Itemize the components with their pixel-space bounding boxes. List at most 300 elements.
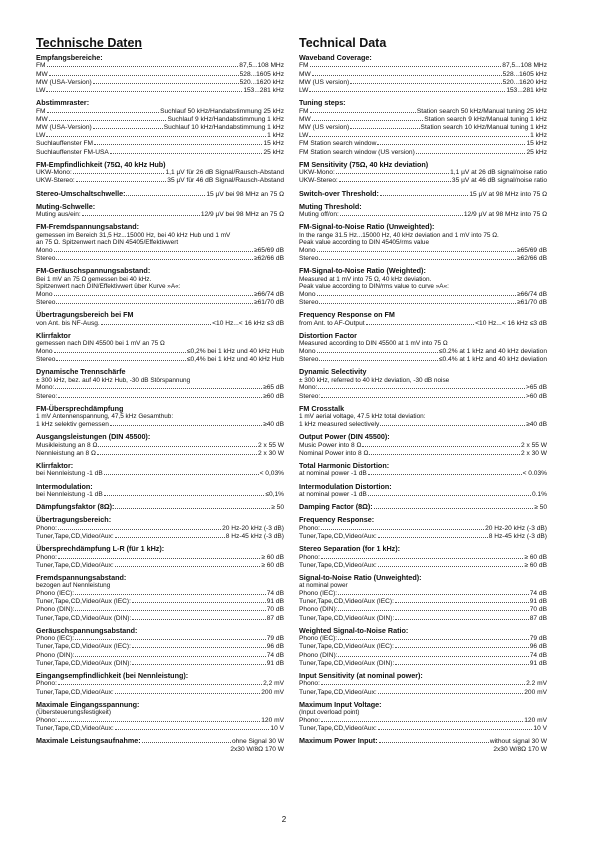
spec-row [36, 442, 284, 450]
spec-row [299, 149, 547, 157]
spec-value: ≤0,2% bei 1 kHz und 40 kHz Hub [186, 348, 284, 356]
spec-value: <10 Hz...< 16 kHz ≤3 dB [212, 319, 284, 327]
spec-section [36, 311, 284, 328]
spec-label: Dämpfungsfaktor (8Ω): [36, 502, 115, 512]
dot-leader [321, 529, 484, 530]
spec-label: Phono (DIN): [299, 651, 338, 659]
section-title: Klirrfaktor: [36, 460, 74, 470]
dot-leader [47, 66, 239, 67]
spec-label: Phono (IEC): [36, 589, 75, 597]
spec-label: FM [299, 62, 309, 70]
spec-row [299, 470, 547, 478]
dot-leader [395, 647, 529, 648]
dot-leader [340, 215, 463, 216]
spec-value: Station search 50 kHz/Manual tuning 25 kHz [416, 107, 547, 115]
section-note: an 75 Ω. Spitzenwert nach DIN 45405/Effektivwert [36, 239, 179, 247]
section-title: Übersprechdämpfung L-R (für 1 kHz): [36, 544, 165, 554]
section-title: Abstimmraster: [36, 98, 90, 108]
dot-leader [56, 360, 185, 361]
spec-value: 79 dB [266, 635, 284, 643]
spec-label: Mono: [36, 384, 55, 392]
spec-label: Tuner,Tape,CD,Video/Aux: [299, 561, 377, 569]
dot-leader [378, 693, 524, 694]
dot-leader [49, 75, 239, 76]
spec-label: Stereo: [299, 392, 321, 400]
dot-leader [317, 352, 438, 353]
spec-column-german [36, 36, 284, 755]
spec-section [299, 433, 547, 458]
spec-value: 153...281 kHz [506, 87, 547, 95]
spec-row [36, 177, 284, 185]
spec-value: 91 dB [529, 659, 547, 667]
section-title: Input Sensitivity (at nominal power): [299, 670, 423, 680]
dot-leader [132, 664, 265, 665]
spec-label: Phono: [299, 716, 320, 724]
spec-value: < 0.03% [522, 470, 547, 478]
spec-row [36, 140, 284, 148]
dot-leader [395, 664, 528, 665]
spec-label: MW (USA-Version) [36, 124, 92, 132]
section-title: FM-Übersprechdämpfung [36, 403, 124, 413]
spec-label: Tuner,Tape,CD,Video/Aux (IEC): [299, 643, 394, 651]
spec-label: Tuner,Tape,CD,Video/Aux: [36, 561, 114, 569]
spec-label: MW [299, 115, 311, 123]
spec-value: 120 mV [261, 716, 284, 724]
section-title: Maximum Input Voltage: [299, 699, 382, 709]
spec-row [299, 615, 547, 623]
spec-label: Tuner,Tape,CD,Video/Aux: [299, 725, 377, 732]
spec-value: 70 dB [266, 606, 284, 614]
spec-row [36, 421, 284, 429]
spec-label: Phono: [36, 716, 57, 724]
spec-value: 91 dB [529, 598, 547, 606]
spec-row [299, 491, 547, 499]
dot-leader [395, 602, 529, 603]
spec-section [36, 516, 284, 541]
spec-row [36, 606, 284, 614]
spec-row [299, 291, 547, 299]
spec-section [36, 161, 284, 186]
dot-leader [379, 742, 489, 743]
spec-column-english [299, 36, 547, 755]
spec-section [299, 627, 547, 668]
spec-value: 0.1% [531, 490, 547, 498]
section-title: FM-Fremdspannungsabstand: [36, 222, 140, 232]
dot-leader [395, 619, 528, 620]
spec-value: Station search 10 kHz/Manual tuning 1 kHz [420, 124, 547, 132]
spec-row [299, 554, 547, 562]
spec-row [299, 717, 547, 725]
spec-row [299, 190, 547, 199]
spec-row [299, 348, 547, 356]
spec-label: Nominal Power into 8 Ω [299, 449, 369, 457]
spec-row [36, 79, 284, 87]
spec-value: ohne Signal 30 W [231, 738, 284, 746]
spec-label: Mono [36, 247, 53, 255]
section-title: Intermodulation: [36, 481, 93, 491]
spec-section [36, 737, 284, 754]
spec-label: Switch-over Threshold: [299, 188, 379, 198]
spec-section [36, 483, 284, 500]
spec-value: 2.2 mV [526, 680, 547, 688]
spec-value: 2 x 30 W [257, 449, 284, 457]
spec-value: 25 kHz [526, 148, 547, 156]
spec-label: Musikleistung an 8 Ω [36, 441, 98, 449]
spec-row [36, 247, 284, 255]
spec-label: Music Power into 8 Ω [299, 441, 362, 449]
spec-section [36, 223, 284, 263]
section-title: Eingangsempfindlichkeit (bei Nennleistung): [36, 670, 189, 680]
spec-label: MW (US version) [299, 78, 350, 86]
spec-value: Suchlauf 9 kHz/Handabstimmung 1 kHz [167, 115, 284, 123]
section-note: Measured according to DIN 45500 at 1 mV into 75 Ω [299, 340, 448, 348]
spec-value: >60 dB [525, 392, 547, 400]
spec-value: ≤0,1% [265, 490, 284, 498]
spec-label: LW [36, 132, 46, 140]
spec-row [299, 635, 547, 643]
dot-leader [93, 128, 163, 129]
dot-leader [339, 181, 451, 182]
dot-leader [336, 173, 449, 174]
spec-label: Muting aus/ein: [36, 211, 81, 219]
section-title: Weighted Signal-to-Noise Ratio: [299, 625, 409, 635]
dot-leader [378, 729, 533, 730]
spec-label: UKW-Mono: [299, 169, 335, 177]
dot-leader [312, 120, 424, 121]
dot-leader [350, 83, 501, 84]
dot-leader [115, 729, 270, 730]
spec-value: ≥ 60 dB [524, 553, 547, 561]
spec-row [299, 503, 547, 512]
section-title: Fremdspannungsabstand: [36, 572, 127, 582]
spec-row [36, 450, 284, 458]
spec-label: from Ant. to AF-Output [299, 319, 365, 327]
spec-value: ≥61/70 dB [516, 299, 547, 307]
spec-row [299, 132, 547, 140]
spec-value: ≥ 60 dB [261, 561, 284, 569]
spec-value: 520...1620 kHz [502, 78, 547, 86]
section-note: 1 mV aerial voltage, 47.5 kHz total deviation: [299, 413, 426, 421]
section-title: Muting Threshold: [299, 201, 362, 211]
spec-row [299, 177, 547, 185]
spec-value: Station search 9 kHz/Manual tuning 1 kHz [424, 115, 547, 123]
spec-section [299, 190, 547, 199]
spec-value: 2 x 55 W [257, 441, 284, 449]
column-title: Technische Daten [36, 36, 143, 50]
spec-section [299, 574, 547, 623]
spec-value: 20 Hz-20 kHz (-3 dB) [485, 524, 547, 532]
page-number: 2 [281, 815, 287, 824]
spec-row [299, 247, 547, 255]
spec-row [36, 615, 284, 623]
spec-section [36, 203, 284, 220]
spec-row [36, 554, 284, 562]
spec-section [299, 545, 547, 570]
dot-leader [374, 508, 534, 509]
dot-leader [378, 566, 524, 567]
spec-row [36, 320, 284, 328]
spec-label: Stereo [36, 299, 56, 307]
dot-leader [56, 303, 253, 304]
dot-leader [321, 558, 523, 559]
spec-label: Tuner,Tape,CD,Video/Aux: [36, 532, 114, 540]
section-title: Ausgangsleistungen (DIN 45500): [36, 432, 151, 442]
spec-value: 12/9 µV bei 98 MHz an 75 Ω [200, 211, 284, 219]
spec-value: ≥ 50 [534, 504, 547, 512]
spec-value: 87 dB [266, 614, 284, 622]
spec-value: ≥66/74 dB [253, 291, 284, 299]
spec-row [299, 442, 547, 450]
spec-row [36, 680, 284, 688]
dot-leader [58, 529, 221, 530]
section-title: Übertragungsbereich: [36, 515, 112, 525]
spec-row [299, 87, 547, 95]
spec-value: 35 µV at 46 dB signal/noise ratio [451, 177, 547, 185]
dot-leader [104, 495, 265, 496]
spec-value: ≥65/69 dB [253, 247, 284, 255]
spec-row [36, 169, 284, 177]
section-note: Bei 1 mV an 75 Ω gemessen bei 40 kHz. [36, 275, 152, 283]
dot-leader [54, 251, 253, 252]
section-title: Stereo Separation (for 1 kHz): [299, 544, 401, 554]
spec-label: Tuner,Tape,CD,Video/Aux: [36, 688, 114, 696]
spec-row [36, 291, 284, 299]
spec-value: 91 dB [266, 659, 284, 667]
spec-row [36, 384, 284, 392]
section-title: Frequency Response: [299, 515, 375, 525]
spec-row [36, 746, 284, 754]
spec-label: Tuner,Tape,CD,Video/Aux (IEC): [36, 643, 131, 651]
dot-leader [115, 693, 261, 694]
dot-leader [55, 388, 262, 389]
dot-leader [338, 656, 528, 657]
dot-leader [93, 83, 239, 84]
spec-row [36, 108, 284, 116]
spec-value: 1,1 µV at 26 dB signal/noise ratio [450, 169, 547, 177]
spec-row [299, 450, 547, 458]
spec-value: 8 Hz-45 kHz (-3 dB) [488, 532, 547, 540]
dot-leader [310, 112, 416, 113]
dot-leader [368, 474, 522, 475]
spec-label: FM [36, 107, 46, 115]
spec-label: FM Station search window [299, 140, 377, 148]
spec-row [299, 211, 547, 219]
spec-section [36, 462, 284, 479]
spec-value: 2x30 W/8Ω 170 W [230, 746, 284, 754]
spec-value: 2,2 mV [263, 680, 284, 688]
section-title: Distortion Factor [299, 331, 357, 341]
spec-section [299, 503, 547, 512]
section-title: Dynamische Trennschärfe [36, 367, 126, 377]
spec-row [36, 71, 284, 79]
spec-section [299, 54, 547, 95]
spec-row [299, 384, 547, 392]
dot-leader [338, 594, 529, 595]
spec-section [36, 627, 284, 668]
section-list [36, 54, 284, 755]
spec-row [36, 132, 284, 140]
dot-leader [319, 259, 516, 260]
dot-leader [54, 295, 253, 296]
spec-value: Suchlauf 50 kHz/Handabstimmung 25 kHz [160, 107, 284, 115]
spec-value: 2 x 55 W [520, 441, 547, 449]
spec-value: ≥60 dB [263, 392, 284, 400]
spec-label: Damping Factor (8Ω): [299, 502, 373, 512]
dot-leader [126, 195, 205, 196]
spec-label: bei Nennleistung -1 dB [36, 490, 103, 498]
dot-leader [319, 303, 516, 304]
spec-label: LW [36, 87, 46, 95]
section-title: Muting-Schwelle: [36, 201, 96, 211]
spec-row [36, 503, 284, 512]
spec-label: MW [299, 70, 311, 78]
spec-row [36, 393, 284, 401]
spec-label: LW [299, 87, 309, 95]
section-title: FM Crosstalk [299, 403, 345, 413]
spec-label: Maximum Power Input: [299, 736, 378, 746]
spec-value: ≥65 dB [263, 384, 284, 392]
spec-value: 15 µV at 98 MHz into 75 Ω [469, 190, 547, 198]
spec-row [36, 149, 284, 157]
spec-value: 120 mV [524, 716, 547, 724]
spec-row [299, 746, 547, 754]
spec-label: Tuner,Tape,CD,Video/Aux: [299, 532, 377, 540]
spec-value: 8 Hz-45 kHz (-3 dB) [225, 532, 284, 540]
spec-row [299, 62, 547, 70]
spec-label: Phono (IEC): [36, 635, 75, 643]
spec-label: MW [36, 115, 48, 123]
spec-row [36, 124, 284, 132]
spec-value: 96 dB [529, 643, 547, 651]
section-title: Signal-to-Noise Ratio (Unweighted): [299, 572, 422, 582]
dot-leader [312, 75, 502, 76]
spec-label: Phono (DIN): [36, 651, 75, 659]
section-note: bezogen auf Nennleistung [36, 582, 111, 590]
spec-row [36, 525, 284, 533]
spec-label: MW [36, 70, 48, 78]
spec-value: ≥61/70 dB [253, 299, 284, 307]
spec-section [299, 672, 547, 697]
dot-leader [309, 136, 529, 137]
spec-section [299, 405, 547, 429]
section-title: FM Sensitivity (75Ω, 40 kHz deviation) [299, 159, 429, 169]
dot-leader [75, 610, 265, 611]
spec-section [36, 433, 284, 458]
spec-value: 15 µV bei 98 MHz an 75 Ω [206, 190, 284, 198]
dot-leader [321, 721, 523, 722]
dot-leader [75, 594, 266, 595]
dot-leader [318, 388, 525, 389]
spec-label: von Ant. bis NF-Ausg. [36, 319, 100, 327]
dot-leader [58, 684, 262, 685]
spec-label: MW (US version) [299, 124, 350, 132]
spec-value: 74 dB [529, 589, 547, 597]
dot-leader [58, 721, 260, 722]
section-title: Tuning steps: [299, 98, 346, 108]
spec-label: Phono: [36, 553, 57, 561]
dot-leader [132, 647, 266, 648]
dot-leader [350, 128, 419, 129]
spec-label: MW (USA-Version) [36, 78, 92, 86]
section-title: Frequency Response on FM [299, 310, 395, 320]
spec-label: Nennleistung an 8 Ω [36, 449, 96, 457]
spec-row [36, 62, 284, 70]
section-title: Intermodulation Distortion: [299, 481, 392, 491]
spec-value: 12/9 µV at 98 MHz into 75 Ω [463, 211, 547, 219]
spec-section [36, 368, 284, 400]
section-note: 1 mV Antennenspannung, 47,5 kHz Gesamthub: [36, 413, 174, 421]
spec-row [299, 590, 547, 598]
dot-leader [309, 91, 505, 92]
spec-label: FM [299, 107, 309, 115]
spec-row [299, 255, 547, 263]
spec-label: bei Nennleistung -1 dB [36, 470, 103, 478]
spec-row [299, 598, 547, 606]
dot-leader [76, 181, 167, 182]
dot-leader [49, 120, 167, 121]
spec-label: Suchlauffenster FM-USA [36, 148, 109, 156]
spec-section [299, 483, 547, 500]
spec-value: ≤0.2% at 1 kHz and 40 kHz deviation [438, 348, 547, 356]
spec-section [299, 99, 547, 157]
section-title: Waveband Coverage: [299, 53, 372, 62]
spec-row [36, 717, 284, 725]
spec-row [36, 255, 284, 263]
dot-leader [132, 602, 266, 603]
spec-label: Mono [299, 291, 316, 299]
dot-leader [82, 215, 200, 216]
spec-value: 1,1 µV für 26 dB Signal/Rausch-Abstand [165, 169, 284, 177]
spec-section [36, 190, 284, 199]
spec-value: ≤0,4% bei 1 kHz und 40 kHz Hub [186, 356, 284, 364]
spec-row [299, 320, 547, 328]
spec-row [299, 689, 547, 697]
spec-row [299, 562, 547, 570]
section-title: Geräuschspannungsabstand: [36, 625, 138, 635]
spec-value: 74 dB [266, 589, 284, 597]
spec-value: ≥66/74 dB [516, 291, 547, 299]
spec-row [299, 140, 547, 148]
spec-label: Phono (IEC): [299, 589, 338, 597]
spec-value: 74 dB [266, 651, 284, 659]
spec-label: Mono: [299, 384, 318, 392]
dot-leader [104, 474, 259, 475]
spec-label: FM Station search window (US version) [299, 148, 415, 156]
dot-leader [75, 639, 266, 640]
dot-leader [369, 454, 520, 455]
spec-row [299, 606, 547, 614]
spec-value: 20 Hz-20 kHz (-3 dB) [222, 524, 284, 532]
spec-section [36, 267, 284, 307]
spec-value: 528...1605 kHz [502, 70, 547, 78]
dot-leader [378, 537, 488, 538]
section-note: ± 300 kHz, bez. auf 40 kHz Hub, -30 dB Störspannung [36, 376, 191, 384]
spec-row [299, 643, 547, 651]
spec-row [36, 643, 284, 651]
dot-leader [46, 136, 266, 137]
dot-leader [362, 446, 520, 447]
spec-section [36, 574, 284, 623]
spec-row [36, 562, 284, 570]
spec-section [299, 161, 547, 186]
spec-section [299, 332, 547, 364]
spec-label: Phono: [36, 524, 57, 532]
spec-row [36, 491, 284, 499]
spec-section [299, 203, 547, 220]
section-title: FM-Signal-to-Noise Ratio (Unweighted): [299, 222, 435, 232]
spec-row [299, 108, 547, 116]
spec-section [36, 672, 284, 697]
